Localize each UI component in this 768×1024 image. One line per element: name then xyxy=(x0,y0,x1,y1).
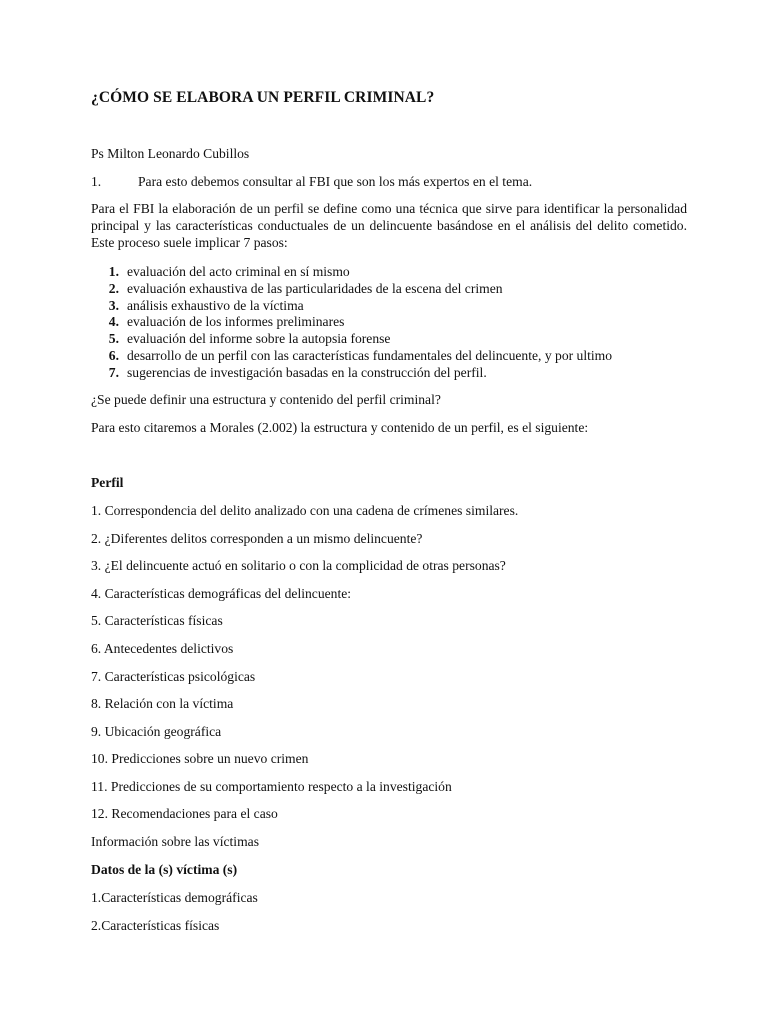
step-text: evaluación exhaustiva de las particularidades de la escena del crimen xyxy=(127,280,503,296)
profile-item: 12. Recomendaciones para el caso xyxy=(91,806,278,821)
step-text: evaluación del acto criminal en sí mismo xyxy=(127,264,350,279)
step-number: 5. xyxy=(108,331,119,347)
step-text: evaluación de los informes preliminares xyxy=(127,314,345,330)
step-item xyxy=(91,331,691,348)
victim-data-heading: Datos de la (s) víctima (s) xyxy=(91,862,238,877)
victim-item: 1.Características demográficas xyxy=(91,890,258,905)
profile-item: 10. Predicciones sobre un nuevo crimen xyxy=(91,751,309,766)
profile-item: 2. ¿Diferentes delitos corresponden a un mismo delincuente? xyxy=(91,531,423,546)
step-text: desarrollo de un perfil con las características fundamentales del delincuente, y por ultimo xyxy=(127,347,613,363)
profile-heading: Perfil xyxy=(91,475,124,490)
question-line: ¿Se puede definir una estructura y contenido del perfil criminal? xyxy=(91,392,441,407)
step-item xyxy=(91,298,691,315)
intro-item-number: 1. xyxy=(91,174,102,189)
intro-item-text: Para esto debemos consultar al FBI que son los más expertos en el tema. xyxy=(138,174,533,189)
profile-item: 6. Antecedentes delictivos xyxy=(91,641,234,656)
profile-item: 8. Relación con la víctima xyxy=(91,696,234,711)
author-line: Ps Milton Leonardo Cubillos xyxy=(91,146,250,161)
step-item xyxy=(91,365,691,382)
profile-item: 4. Características demográficas del delincuente: xyxy=(91,586,352,601)
victims-info-line: Información sobre las víctimas xyxy=(91,834,259,849)
step-text: sugerencias de investigación basadas en la construcción del perfil. xyxy=(127,364,487,380)
step-number: 6. xyxy=(108,347,119,363)
victim-item: 2.Características físicas xyxy=(91,918,220,933)
intro-item xyxy=(91,174,687,190)
step-item xyxy=(91,314,691,331)
step-number: 7. xyxy=(108,364,119,380)
profile-item: 9. Ubicación geográfica xyxy=(91,724,222,739)
citation-line: Para esto citaremos a Morales (2.002) la estructura y contenido de un perfil, es el siguiente: xyxy=(91,420,589,435)
step-text: evaluación del informe sobre la autopsia forense xyxy=(127,331,391,347)
step-text: análisis exhaustivo de la víctima xyxy=(127,297,304,313)
step-number: 4. xyxy=(108,314,119,330)
document-title: ¿CÓMO SE ELABORA UN PERFIL CRIMINAL? xyxy=(91,89,435,106)
step-number: 1. xyxy=(108,264,119,279)
profile-item: 1. Correspondencia del delito analizado con una cadena de crímenes similares. xyxy=(91,503,519,518)
profile-item: 3. ¿El delincuente actuó en solitario o con la complicidad de otras personas? xyxy=(91,558,506,573)
profile-item: 7. Características psicológicas xyxy=(91,669,256,684)
step-item xyxy=(91,348,691,365)
step-item xyxy=(91,264,691,281)
step-number: 3. xyxy=(108,297,119,313)
step-item xyxy=(91,281,691,298)
profile-item: 11. Predicciones de su comportamiento respecto a la investigación xyxy=(91,779,452,794)
step-number: 2. xyxy=(108,280,119,296)
profile-item: 5. Características físicas xyxy=(91,613,223,628)
intro-paragraph: Para el FBI la elaboración de un perfil se define como una técnica que sirve para identificar la personalidad principal y las características conductuales de un delincuente basándose en el análisis del delito cometido. Este proceso suele implicar 7 pasos: xyxy=(91,201,687,250)
steps-list xyxy=(91,264,691,382)
